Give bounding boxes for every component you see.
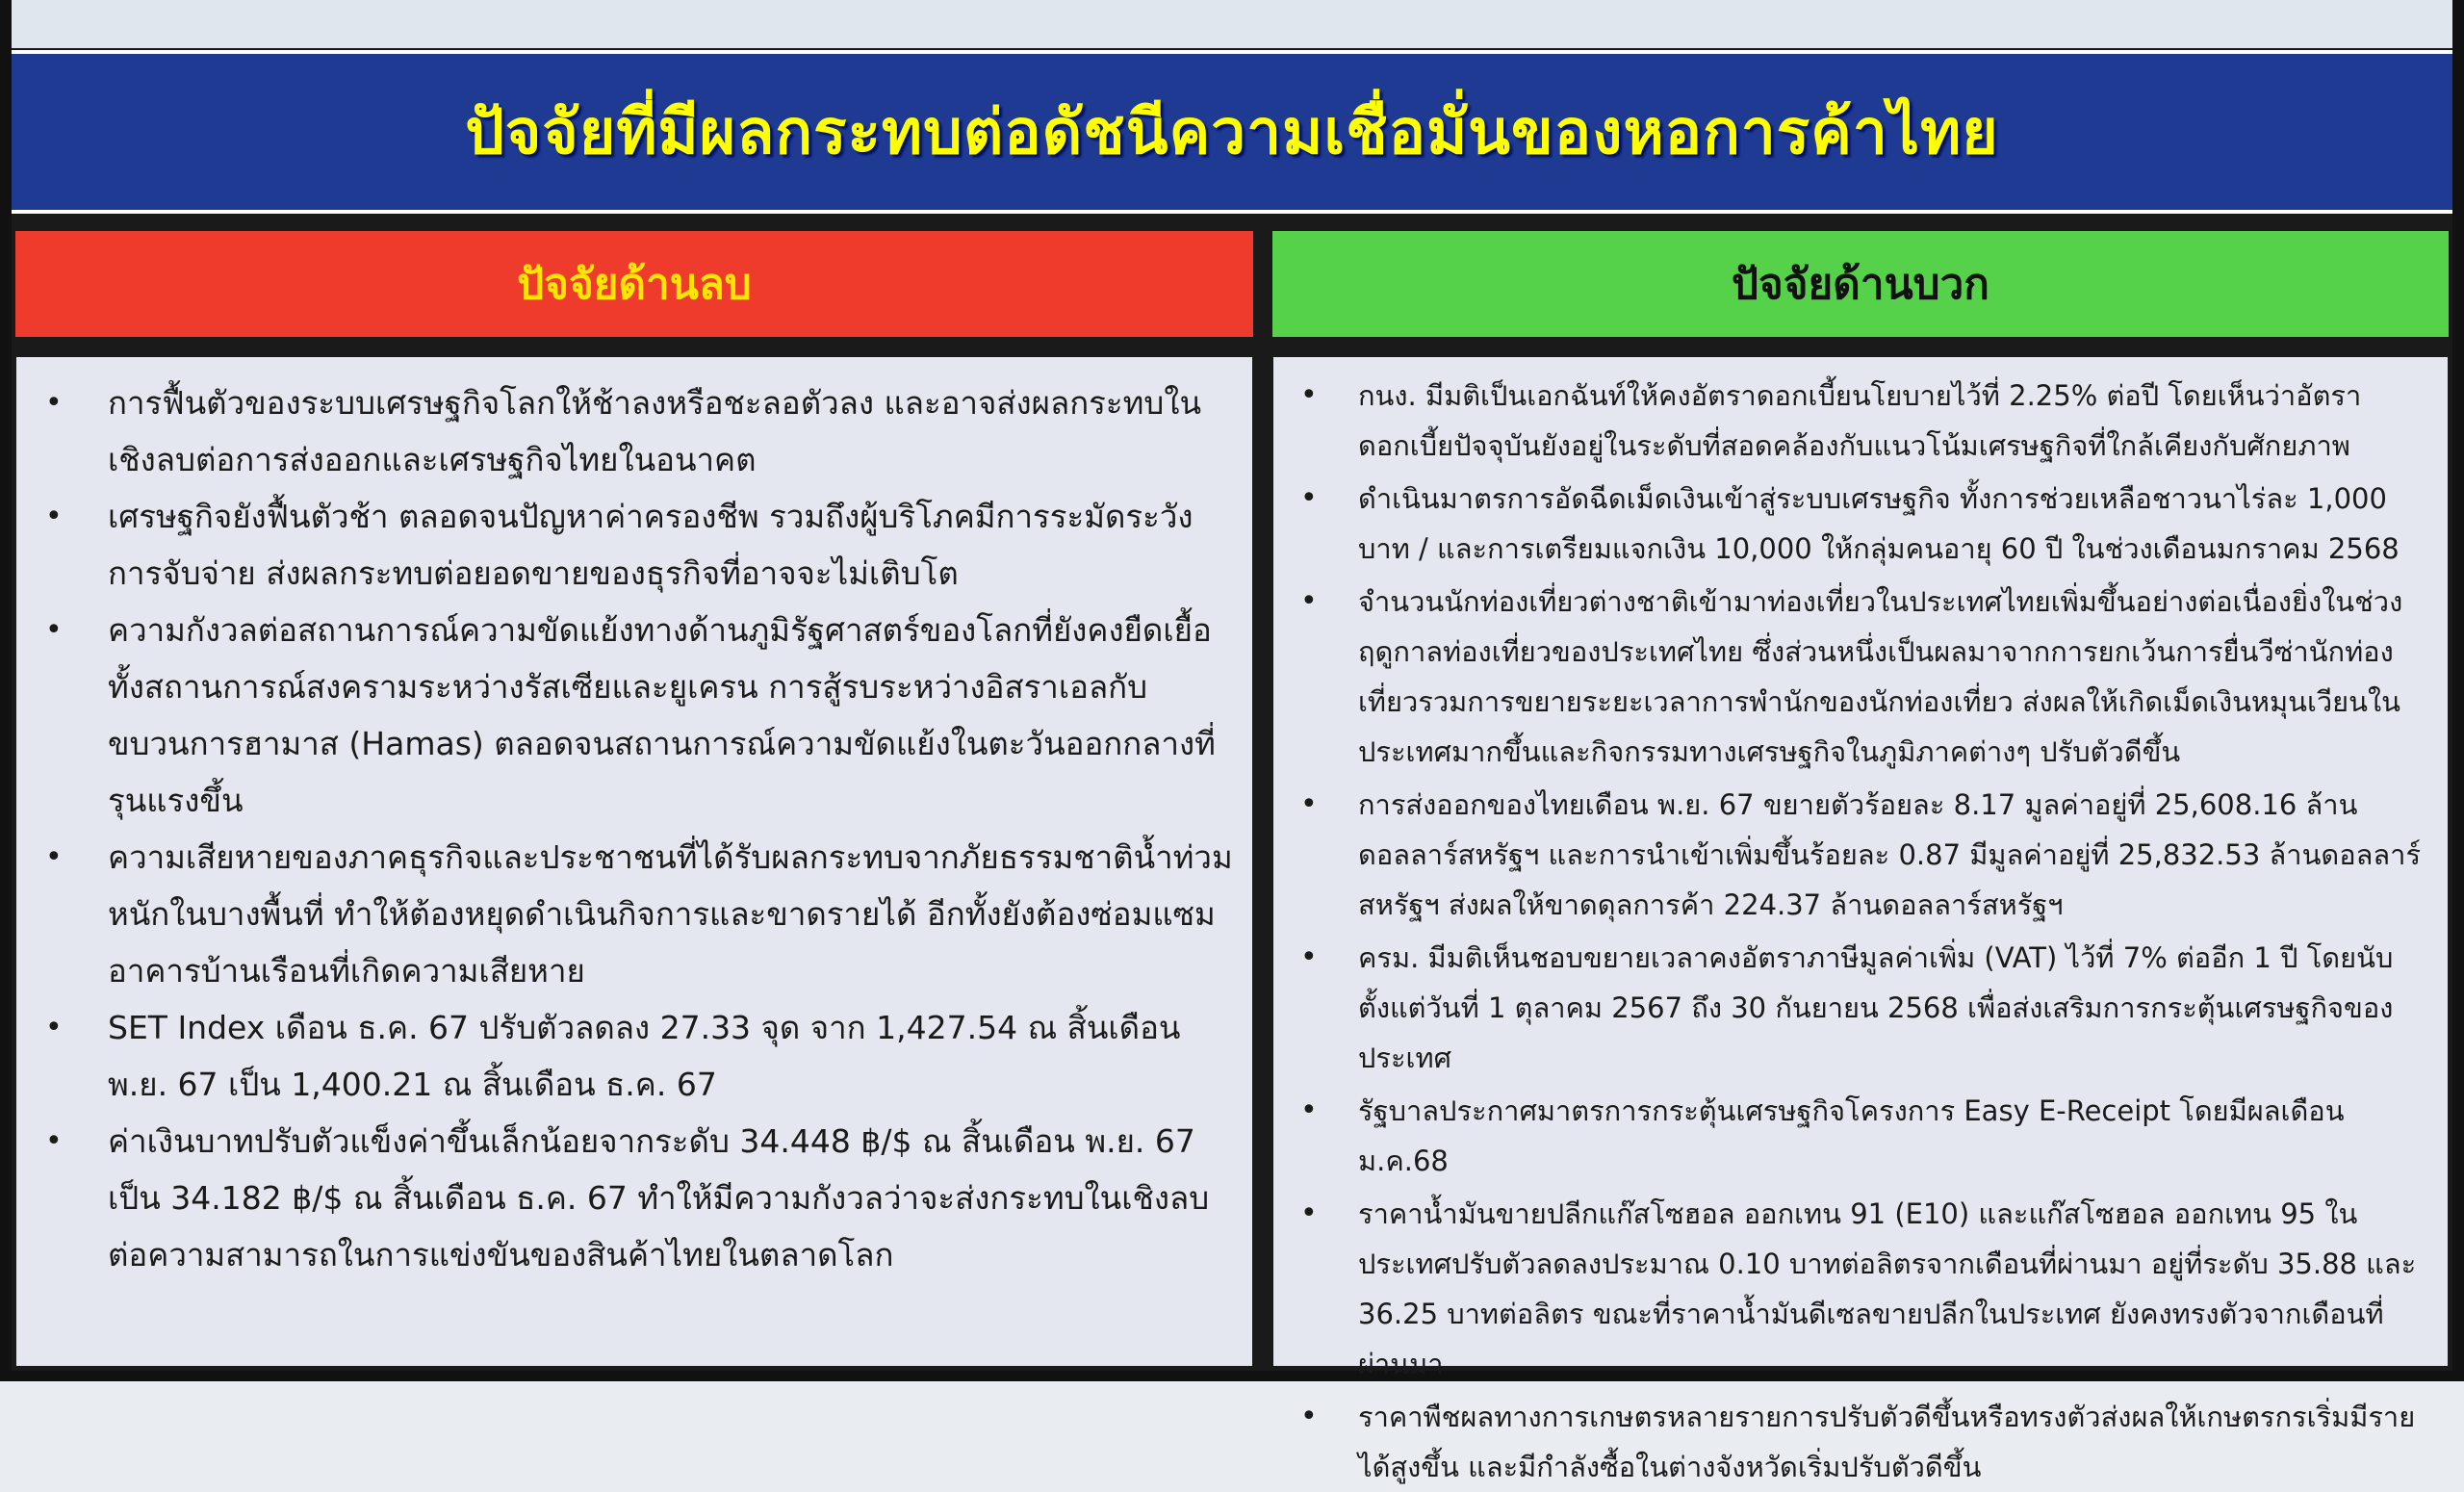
- top-strip: [0, 0, 2464, 48]
- list-item: [36, 488, 1233, 602]
- frame-left: [0, 0, 12, 1381]
- bullet-icon: •: [1300, 940, 1318, 974]
- positive-item-text: ราคาน้ำมันขายปลีกแก๊สโซฮอล ออกเทน 91 (E10) และแก๊สโซฮอล ออกเทน 95 ในประเทศปรับตัวลดลงประมาณ 0.10 บาทต่อลิตรจากเดือนที่ผ่านมา อยู่ที่ระดับ 35.88 และ 36.25 บาทต่อลิตร ขณะที่ราคาน้ำมันดีเซลขายปลีกในประเทศ ยังคงทรงตัวจากเดือนที่ผ่านมา: [1358, 1197, 2417, 1380]
- list-item: [1291, 577, 2430, 777]
- bullet-icon: •: [45, 613, 63, 647]
- positive-factors-panel: [1269, 352, 2452, 1483]
- slide-title: ปัจจัยที่มีผลกระทบต่อดัชนีความเชื่อมั่นของหอการค้าไทย: [465, 97, 1999, 168]
- negative-factors-list: [36, 374, 1233, 1283]
- negative-item-text: เศรษฐกิจยังฟื้นตัวช้า ตลอดจนปัญหาค่าครองชีพ รวมถึงผู้บริโภคมีการระมัดระวังการจับจ่าย ส่งผลกระทบต่อยอดขายของธุรกิจที่อาจจะไม่เติบโต: [108, 498, 1194, 592]
- frame-right: [2452, 0, 2464, 1381]
- bullet-icon: •: [1300, 1400, 1318, 1433]
- negative-item-text: ความเสียหายของภาคธุรกิจและประชาชนที่ได้รับผลกระทบจากภัยธรรมชาติน้ำท่วมหนักในบางพื้นที่ ทำให้ต้องหยุดดำเนินกิจการและขาดรายได้ อีกทั้งยังต้องซ่อมแซมอาคารบ้านเรือนที่เกิดความเสียหาย: [108, 838, 1233, 990]
- bullet-icon: •: [1300, 787, 1318, 821]
- negative-item-text: การฟื้นตัวของระบบเศรษฐกิจโลกให้ช้าลงหรือชะลอตัวลง และอาจส่งผลกระทบในเชิงลบต่อการส่งออกและเศรษฐกิจไทยในอนาคต: [108, 384, 1202, 478]
- list-item: [36, 602, 1233, 829]
- negative-factors-heading: ปัจจัยด้านลบ: [517, 260, 752, 309]
- positive-item-text: ครม. มีมติเห็นชอบขยายเวลาคงอัตราภาษีมูลค่าเพิ่ม (VAT) ไว้ที่ 7% ต่ออีก 1 ปี โดยนับตั้งแต่วันที่ 1 ตุลาคม 2567 ถึง 30 กันยายน 2568 เพื่อส่งเสริมการกระตุ้นเศรษฐกิจของประเทศ: [1358, 941, 2394, 1074]
- bullet-icon: •: [45, 1124, 63, 1158]
- list-item: [36, 999, 1233, 1113]
- negative-item-text: ความกังวลต่อสถานการณ์ความขัดแย้งทางด้านภูมิรัฐศาสตร์ของโลกที่ยังคงยืดเยื้อ ทั้งสถานการณ์สงครามระหว่างรัสเซียและยูเครน การสู้รบระหว่างอิสราเอลกับขบวนการฮามาส (Hamas) ตลอดจนสถานการณ์ความขัดแย้งในตะวันออกกลางที่รุนแรงขึ้น: [108, 611, 1216, 819]
- list-item: [36, 829, 1233, 999]
- bullet-icon: •: [1300, 1196, 1318, 1230]
- bullet-icon: •: [45, 500, 63, 533]
- positive-item-text: ดำเนินมาตรการอัดฉีดเม็ดเงินเข้าสู่ระบบเศรษฐกิจ ทั้งการช่วยเหลือชาวนาไร่ละ 1,000 บาท / และการเตรียมแจกเงิน 10,000 ให้กลุ่มคนอายุ 60 ปี ในช่วงเดือนมกราคม 2568: [1358, 482, 2400, 565]
- list-item: [1291, 371, 2430, 471]
- negative-factors-header: [12, 227, 1257, 341]
- bullet-icon: •: [1300, 1093, 1318, 1127]
- positive-factors-list: [1291, 371, 2430, 1492]
- positive-factors-header: [1269, 227, 2452, 341]
- list-item: [1291, 474, 2430, 574]
- list-item: [1291, 1392, 2430, 1492]
- positive-item-text: การส่งออกของไทยเดือน พ.ย. 67 ขยายตัวร้อยละ 8.17 มูลค่าอยู่ที่ 25,608.16 ล้านดอลลาร์สหรัฐฯ และการนำเข้าเพิ่มขึ้นร้อยละ 0.87 มีมูลค่าอยู่ที่ 25,832.53 ล้านดอลลาร์สหรัฐฯ ส่งผลให้ขาดดุลการค้า 224.37 ล้านดอลลาร์สหรัฐฯ: [1358, 788, 2422, 921]
- bullet-icon: •: [45, 840, 63, 874]
- list-item: [1291, 933, 2430, 1083]
- positive-item-text: จำนวนนักท่องเที่ยวต่างชาติเข้ามาท่องเที่ยวในประเทศไทยเพิ่มขึ้นอย่างต่อเนื่องยิ่งในช่วงฤดูกาลท่องเที่ยวของประเทศไทย ซึ่งส่วนหนึ่งเป็นผลมาจากการยกเว้นการยื่นวีซ่านักท่องเที่ยวรวมการขยายระยะเวลาการพำนักของนักท่องเที่ยว ส่งผลให้เกิดเม็ดเงินหมุนเวียนในประเทศมากขึ้นและกิจกรรมทางเศรษฐกิจในภูมิภาคต่างๆ ปรับตัวดีขึ้น: [1358, 585, 2403, 768]
- bullet-icon: •: [1300, 378, 1318, 412]
- negative-item-text: ค่าเงินบาทปรับตัวแข็งค่าขึ้นเล็กน้อยจากระดับ 34.448 ฿/$ ณ สิ้นเดือน พ.ย. 67 เป็น 34.182 ฿/$ ณ สิ้นเดือน ธ.ค. 67 ทำให้มีความกังวลว่าจะส่งกระทบในเชิงลบต่อความสามารถในการแข่งขันของสินค้าไทยในตลาดโลก: [108, 1122, 1210, 1273]
- list-item: [1291, 1086, 2430, 1186]
- bullet-icon: •: [1300, 481, 1318, 515]
- bullet-icon: •: [45, 1011, 63, 1044]
- positive-item-text: รัฐบาลประกาศมาตรการกระตุ้นเศรษฐกิจโครงการ Easy E-Receipt โดยมีผลเดือนม.ค.68: [1358, 1094, 2345, 1177]
- list-item: [1291, 780, 2430, 930]
- positive-item-text: ราคาพืชผลทางการเกษตรหลายรายการปรับตัวดีขึ้นหรือทรงตัวส่งผลให้เกษตรกรเริ่มมีรายได้สูงขึ้น และมีกำลังซื้อในต่างจังหวัดเริ่มปรับตัวดีขึ้น: [1358, 1401, 2416, 1483]
- list-item: [1291, 1189, 2430, 1389]
- negative-item-text: SET Index เดือน ธ.ค. 67 ปรับตัวลดลง 27.33 จุด จาก 1,427.54 ณ สิ้นเดือน พ.ย. 67 เป็น 1,400.21 ณ สิ้นเดือน ธ.ค. 67: [108, 1009, 1181, 1103]
- title-banner: [12, 50, 2452, 214]
- bullet-icon: •: [1300, 584, 1318, 618]
- negative-factors-panel: [12, 352, 1257, 1371]
- list-item: [36, 1113, 1233, 1283]
- positive-item-text: กนง. มีมติเป็นเอกฉันท์ให้คงอัตราดอกเบี้ยนโยบายไว้ที่ 2.25% ต่อปี โดยเห็นว่าอัตราดอกเบี้ยปัจจุบันยังอยู่ในระดับที่สอดคล้องกับแนวโน้มเศรษฐกิจที่ใกล้เคียงกับศักยภาพ: [1358, 379, 2362, 462]
- list-item: [36, 374, 1233, 488]
- positive-factors-heading: ปัจจัยด้านบวก: [1732, 260, 1989, 309]
- bullet-icon: •: [45, 386, 63, 420]
